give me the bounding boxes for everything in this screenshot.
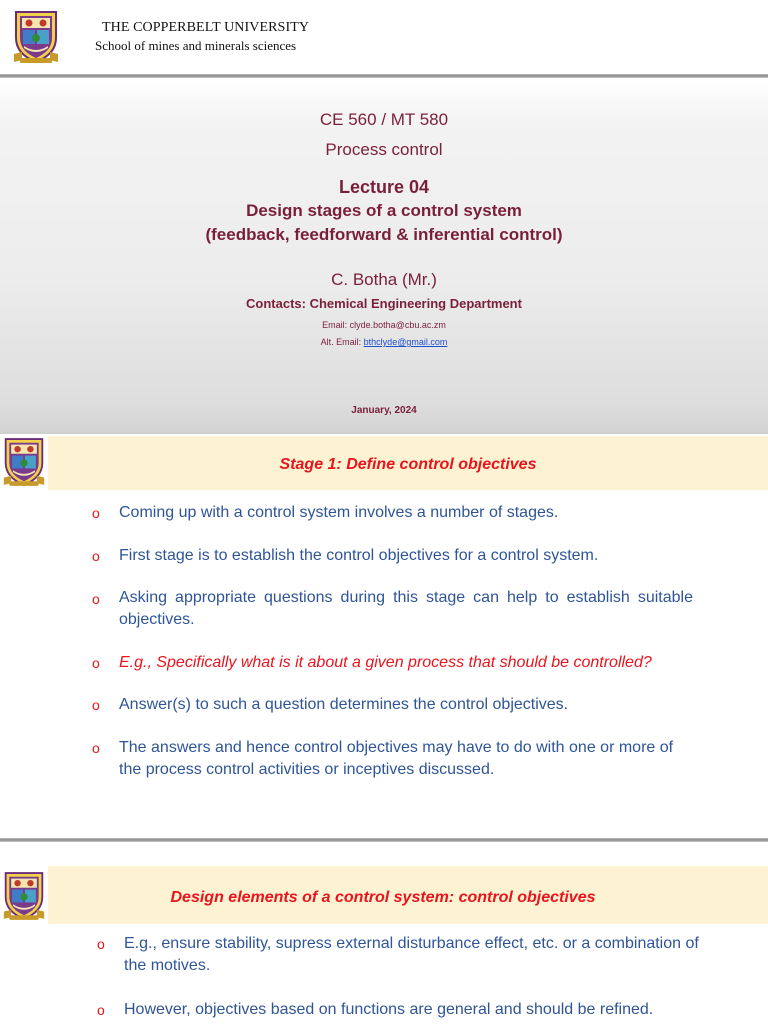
- university-crest-icon: [12, 8, 60, 66]
- email: Email: clyde.botha@cbu.ac.zm: [322, 320, 446, 330]
- bullet-text: First stage is to establish the control objectives for a control system.: [119, 547, 599, 564]
- bullet-text: The answers and hence control objectives may have to do with one or more of the process control activities or inceptives discussed.: [119, 739, 674, 778]
- bullet-text: E.g., ensure stability, supress external disturbance effect, etc. or a combination of the motives.: [124, 935, 699, 974]
- slide-title: Stage 1: Define control objectives: [279, 456, 537, 473]
- alt-email: [0, 337, 768, 347]
- bullet-icon: o: [92, 655, 100, 671]
- bullet-icon: o: [92, 591, 100, 607]
- lecture-title-line2: (feedback, feedforward & inferential control): [205, 225, 563, 244]
- bullet-text: Answer(s) to such a question determines the control objectives.: [119, 696, 569, 713]
- lecture-title-line1: Design stages of a control system: [246, 201, 522, 220]
- slide-title-banner: [48, 866, 768, 924]
- bullet-text: Coming up with a control system involves a number of stages.: [119, 504, 559, 521]
- university-crest-icon: [2, 868, 46, 924]
- bullet-text: However, objectives based on functions are general and should be refined.: [124, 1001, 654, 1018]
- alt-email-link[interactable]: bthclyde@gmail.com: [363, 337, 448, 347]
- university-crest-icon: [2, 434, 46, 490]
- bullet-icon: o: [97, 936, 105, 952]
- bullet-icon: o: [92, 697, 100, 713]
- contacts: Contacts: Chemical Engineering Department: [246, 296, 522, 311]
- slide-title-banner: [48, 436, 768, 490]
- alt-email-label: Alt. Email:: [320, 337, 364, 347]
- author-name: C. Botha (Mr.): [331, 270, 437, 289]
- course-name: Process control: [325, 140, 443, 159]
- slide-header: [0, 0, 768, 80]
- school-name: School of mines and minerals sciences: [95, 38, 297, 53]
- bullet-text-example: E.g., Specifically what is it about a given process that should be controlled?: [119, 654, 652, 671]
- bullet-icon: o: [92, 548, 100, 564]
- bullet-icon: o: [92, 740, 100, 756]
- course-code: CE 560 / MT 580: [319, 110, 449, 129]
- header-divider: [0, 74, 768, 78]
- bullet-icon: o: [92, 505, 100, 521]
- date: January, 2024: [351, 405, 417, 416]
- bullet-icon: o: [97, 1002, 105, 1018]
- university-name: THE COPPERBELT UNIVERSITY: [102, 20, 310, 35]
- lecture-number: Lecture 04: [338, 177, 430, 197]
- bullet-text: Asking appropriate questions during this stage can help to establish suitable objectives.: [119, 589, 693, 628]
- slide-title: Design elements of a control system: control objectives: [170, 889, 596, 906]
- slide-divider: [0, 838, 768, 842]
- title-slide: [0, 0, 768, 432]
